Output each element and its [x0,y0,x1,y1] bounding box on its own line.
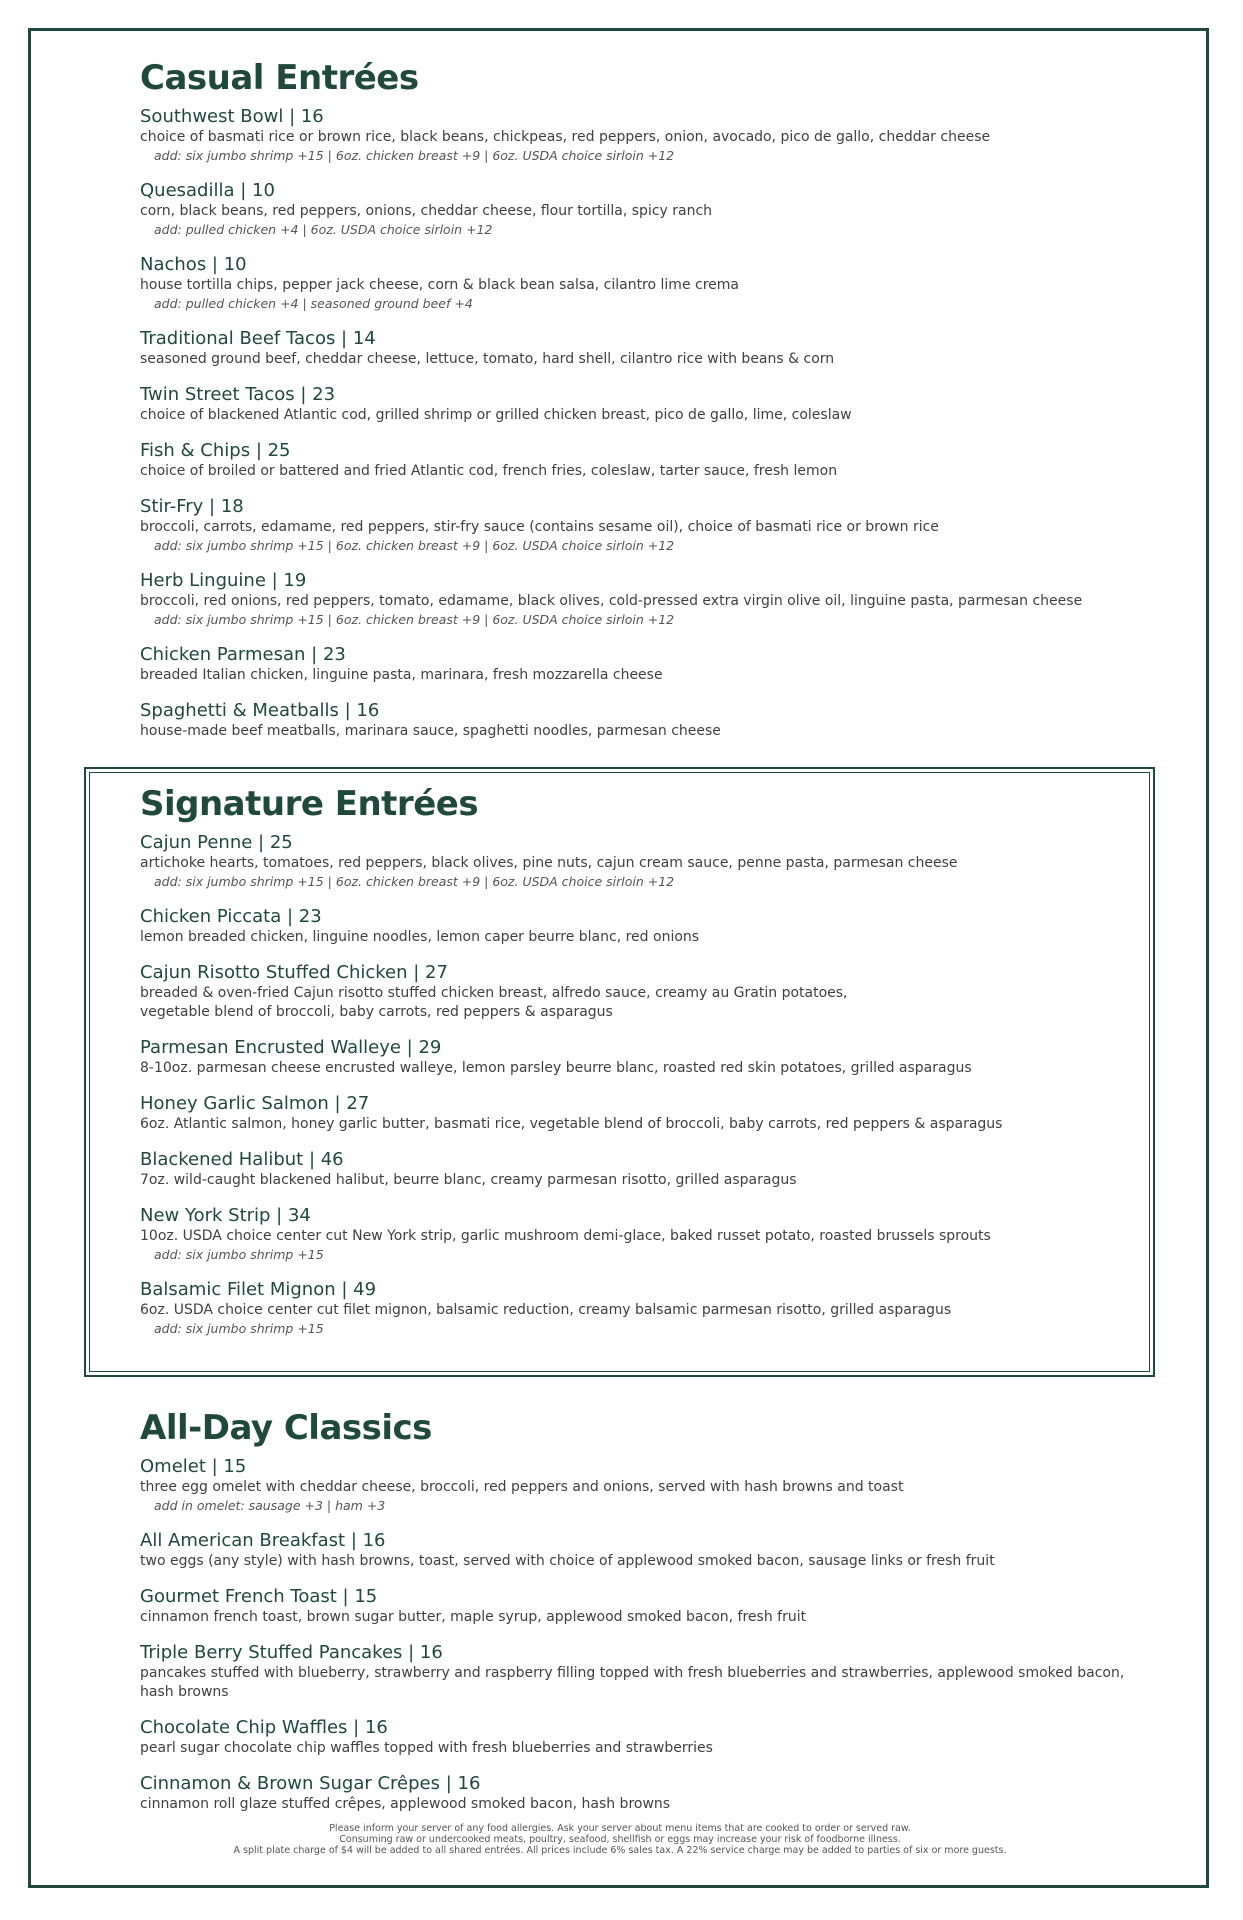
all-day-classics-section [140,1408,1140,1829]
menu-item-name: Cajun Penne | 25 [140,832,293,853]
menu-item-description: 7oz. wild-caught blackened halibut, beurre blanc, creamy parmesan risotto, grilled asparagus [140,1172,797,1188]
menu-item-name: Honey Garlic Salmon | 27 [140,1093,370,1114]
menu-item-name: Balsamic Filet Mignon | 49 [140,1279,377,1300]
menu-item [140,440,1140,481]
menu-item-name: Triple Berry Stuffed Pancakes | 16 [140,1642,443,1663]
menu-item-description: 8-10oz. parmesan cheese encrusted walleye, lemon parsley beurre blanc, roasted red skin potatoes, grilled asparagus [140,1060,972,1076]
menu-item-description: choice of blackened Atlantic cod, grilled shrimp or grilled chicken breast, pico de gallo, lime, coleslaw [140,407,852,423]
menu-item-addons: add: pulled chicken +4 | seasoned ground beef +4 [154,296,473,311]
menu-item-name: Gourmet French Toast | 15 [140,1586,378,1607]
menu-item-description: pearl sugar chocolate chip waffles topped with fresh blueberries and strawberries [140,1740,713,1756]
menu-item [140,1093,1140,1134]
menu-item-description: two eggs (any style) with hash browns, toast, served with choice of applewood smoked bacon, sausage links or fresh fruit [140,1553,995,1569]
casual-items [140,106,1140,741]
menu-item-description: 10oz. USDA choice center cut New York strip, garlic mushroom demi-glace, baked russet potato, roasted brussels sprouts [140,1228,991,1244]
menu-item-name: Southwest Bowl | 16 [140,106,324,127]
menu-item-description: broccoli, carrots, edamame, red peppers, stir-fry sauce (contains sesame oil), choice of basmati rice or brown rice [140,519,939,535]
menu-item-description: three egg omelet with cheddar cheese, broccoli, red peppers and onions, served with hash browns and toast [140,1479,904,1495]
menu-item-name: Traditional Beef Tacos | 14 [140,328,376,349]
footer-notice [140,1823,1100,1856]
menu-item [140,180,1140,239]
menu-item-name: Cajun Risotto Stuffed Chicken | 27 [140,962,448,983]
menu-item-addons: add in omelet: sausage +3 | ham +3 [154,1498,386,1513]
menu-item-addons: add: six jumbo shrimp +15 | 6oz. chicken breast +9 | 6oz. USDA choice sirloin +12 [154,874,675,889]
menu-item-name: Parmesan Encrusted Walleye | 29 [140,1037,442,1058]
menu-item [140,1149,1140,1190]
menu-item-addons: add: six jumbo shrimp +15 | 6oz. chicken breast +9 | 6oz. USDA choice sirloin +12 [154,538,675,553]
section-title-signature: Signature Entrées [140,784,479,824]
signature-entrees-section [140,784,1140,1353]
menu-item-name: Spaghetti & Meatballs | 16 [140,700,380,721]
menu-item [140,328,1140,369]
menu-item-description: seasoned ground beef, cheddar cheese, lettuce, tomato, hard shell, cilantro rice with beans & corn [140,351,835,367]
menu-item-description: choice of broiled or battered and fried Atlantic cod, french fries, coleslaw, tarter sauce, fresh lemon [140,463,838,479]
menu-item [140,1456,1140,1515]
menu-item-description: artichoke hearts, tomatoes, red peppers, black olives, pine nuts, cajun cream sauce, penne pasta, parmesan cheese [140,855,958,871]
menu-item-description: 6oz. Atlantic salmon, honey garlic butter, basmati rice, vegetable blend of broccoli, baby carrots, red peppers & asparagus [140,1116,1003,1132]
menu-item-name: Blackened Halibut | 46 [140,1149,344,1170]
menu-item-description: breaded Italian chicken, linguine pasta, marinara, fresh mozzarella cheese [140,667,663,683]
section-title-casual: Casual Entrées [140,58,419,98]
menu-item [140,1642,1140,1702]
menu-item-description: house tortilla chips, pepper jack cheese, corn & black bean salsa, cilantro lime crema [140,277,739,293]
menu-item-name: All American Breakfast | 16 [140,1530,386,1551]
menu-item-name: Chicken Parmesan | 23 [140,644,346,665]
menu-item-name: Chicken Piccata | 23 [140,906,322,927]
menu-item [140,962,1140,1022]
menu-item-name: Stir-Fry | 18 [140,496,244,517]
footer-line-3: A split plate charge of $4 will be added to all shared entrées. All prices include 6% sales tax. A 22% service charge may be added to parties of six or more guests. [233,1845,1007,1856]
menu-item-description: pancakes stuffed with blueberry, strawberry and raspberry filling topped with fresh blueberries and strawberries, applewood smoked bacon, hash browns [140,1665,1125,1700]
menu-item [140,254,1140,313]
menu-item [140,1773,1140,1814]
menu-item [140,1037,1140,1078]
menu-item-description: cinnamon roll glaze stuffed crêpes, applewood smoked bacon, hash browns [140,1796,671,1812]
menu-item [140,1279,1140,1338]
menu-item-addons: add: six jumbo shrimp +15 | 6oz. chicken breast +9 | 6oz. USDA choice sirloin +12 [154,148,675,163]
menu-item-addons: add: six jumbo shrimp +15 [154,1321,324,1336]
menu-item-name: New York Strip | 34 [140,1205,311,1226]
menu-item [140,106,1140,165]
casual-entrees-section [140,58,1140,756]
menu-item-description: choice of basmati rice or brown rice, black beans, chickpeas, red peppers, onion, avocado, pico de gallo, cheddar cheese [140,129,991,145]
menu-item-addons: add: six jumbo shrimp +15 [154,1247,324,1262]
menu-item-name: Herb Linguine | 19 [140,570,307,591]
signature-items [140,832,1140,1338]
menu-item [140,384,1140,425]
menu-item [140,1717,1140,1758]
menu-item [140,570,1140,629]
menu-item-name: Omelet | 15 [140,1456,247,1477]
section-title-classics: All-Day Classics [140,1408,432,1448]
menu-item-name: Fish & Chips | 25 [140,440,291,461]
menu-item-description: house-made beef meatballs, marinara sauce, spaghetti noodles, parmesan cheese [140,723,721,739]
menu-item-description: broccoli, red onions, red peppers, tomato, edamame, black olives, cold-pressed extra virgin olive oil, linguine pasta, parmesan cheese [140,593,1083,609]
menu-item [140,496,1140,555]
menu-item-name: Twin Street Tacos | 23 [140,384,336,405]
menu-item [140,1530,1140,1571]
menu-item [140,700,1140,741]
menu-item-description: breaded & oven-fried Cajun risotto stuffed chicken breast, alfredo sauce, creamy au Gratin potatoes, [140,985,848,1001]
menu-item [140,1586,1140,1627]
menu-item-addons: add: pulled chicken +4 | 6oz. USDA choice sirloin +12 [154,222,493,237]
menu-item-description: lemon breaded chicken, linguine noodles, lemon caper beurre blanc, red onions [140,929,700,945]
menu-item-name: Chocolate Chip Waffles | 16 [140,1717,388,1738]
menu-item [140,1205,1140,1264]
menu-item-description: 6oz. USDA choice center cut filet mignon, balsamic reduction, creamy balsamic parmesan risotto, grilled asparagus [140,1302,952,1318]
menu-item-name: Nachos | 10 [140,254,247,275]
menu-item [140,906,1140,947]
menu-item [140,644,1140,685]
menu-item-description-cont: vegetable blend of broccoli, baby carrots, red peppers & asparagus [140,1004,613,1020]
menu-item-description: cinnamon french toast, brown sugar butter, maple syrup, applewood smoked bacon, fresh fruit [140,1609,807,1625]
menu-item-name: Cinnamon & Brown Sugar Crêpes | 16 [140,1773,481,1794]
classics-items [140,1456,1140,1814]
menu-item [140,832,1140,891]
menu-item-name: Quesadilla | 10 [140,180,275,201]
menu-item-description: corn, black beans, red peppers, onions, cheddar cheese, flour tortilla, spicy ranch [140,203,713,219]
footer-line-1: Please inform your server of any food allergies. Ask your server about menu items that are cooked to order or served raw. [329,1823,911,1834]
menu-item-addons: add: six jumbo shrimp +15 | 6oz. chicken breast +9 | 6oz. USDA choice sirloin +12 [154,612,675,627]
footer-line-2: Consuming raw or undercooked meats, poultry, seafood, shellfish or eggs may increase your risk of foodborne illness. [339,1834,901,1845]
